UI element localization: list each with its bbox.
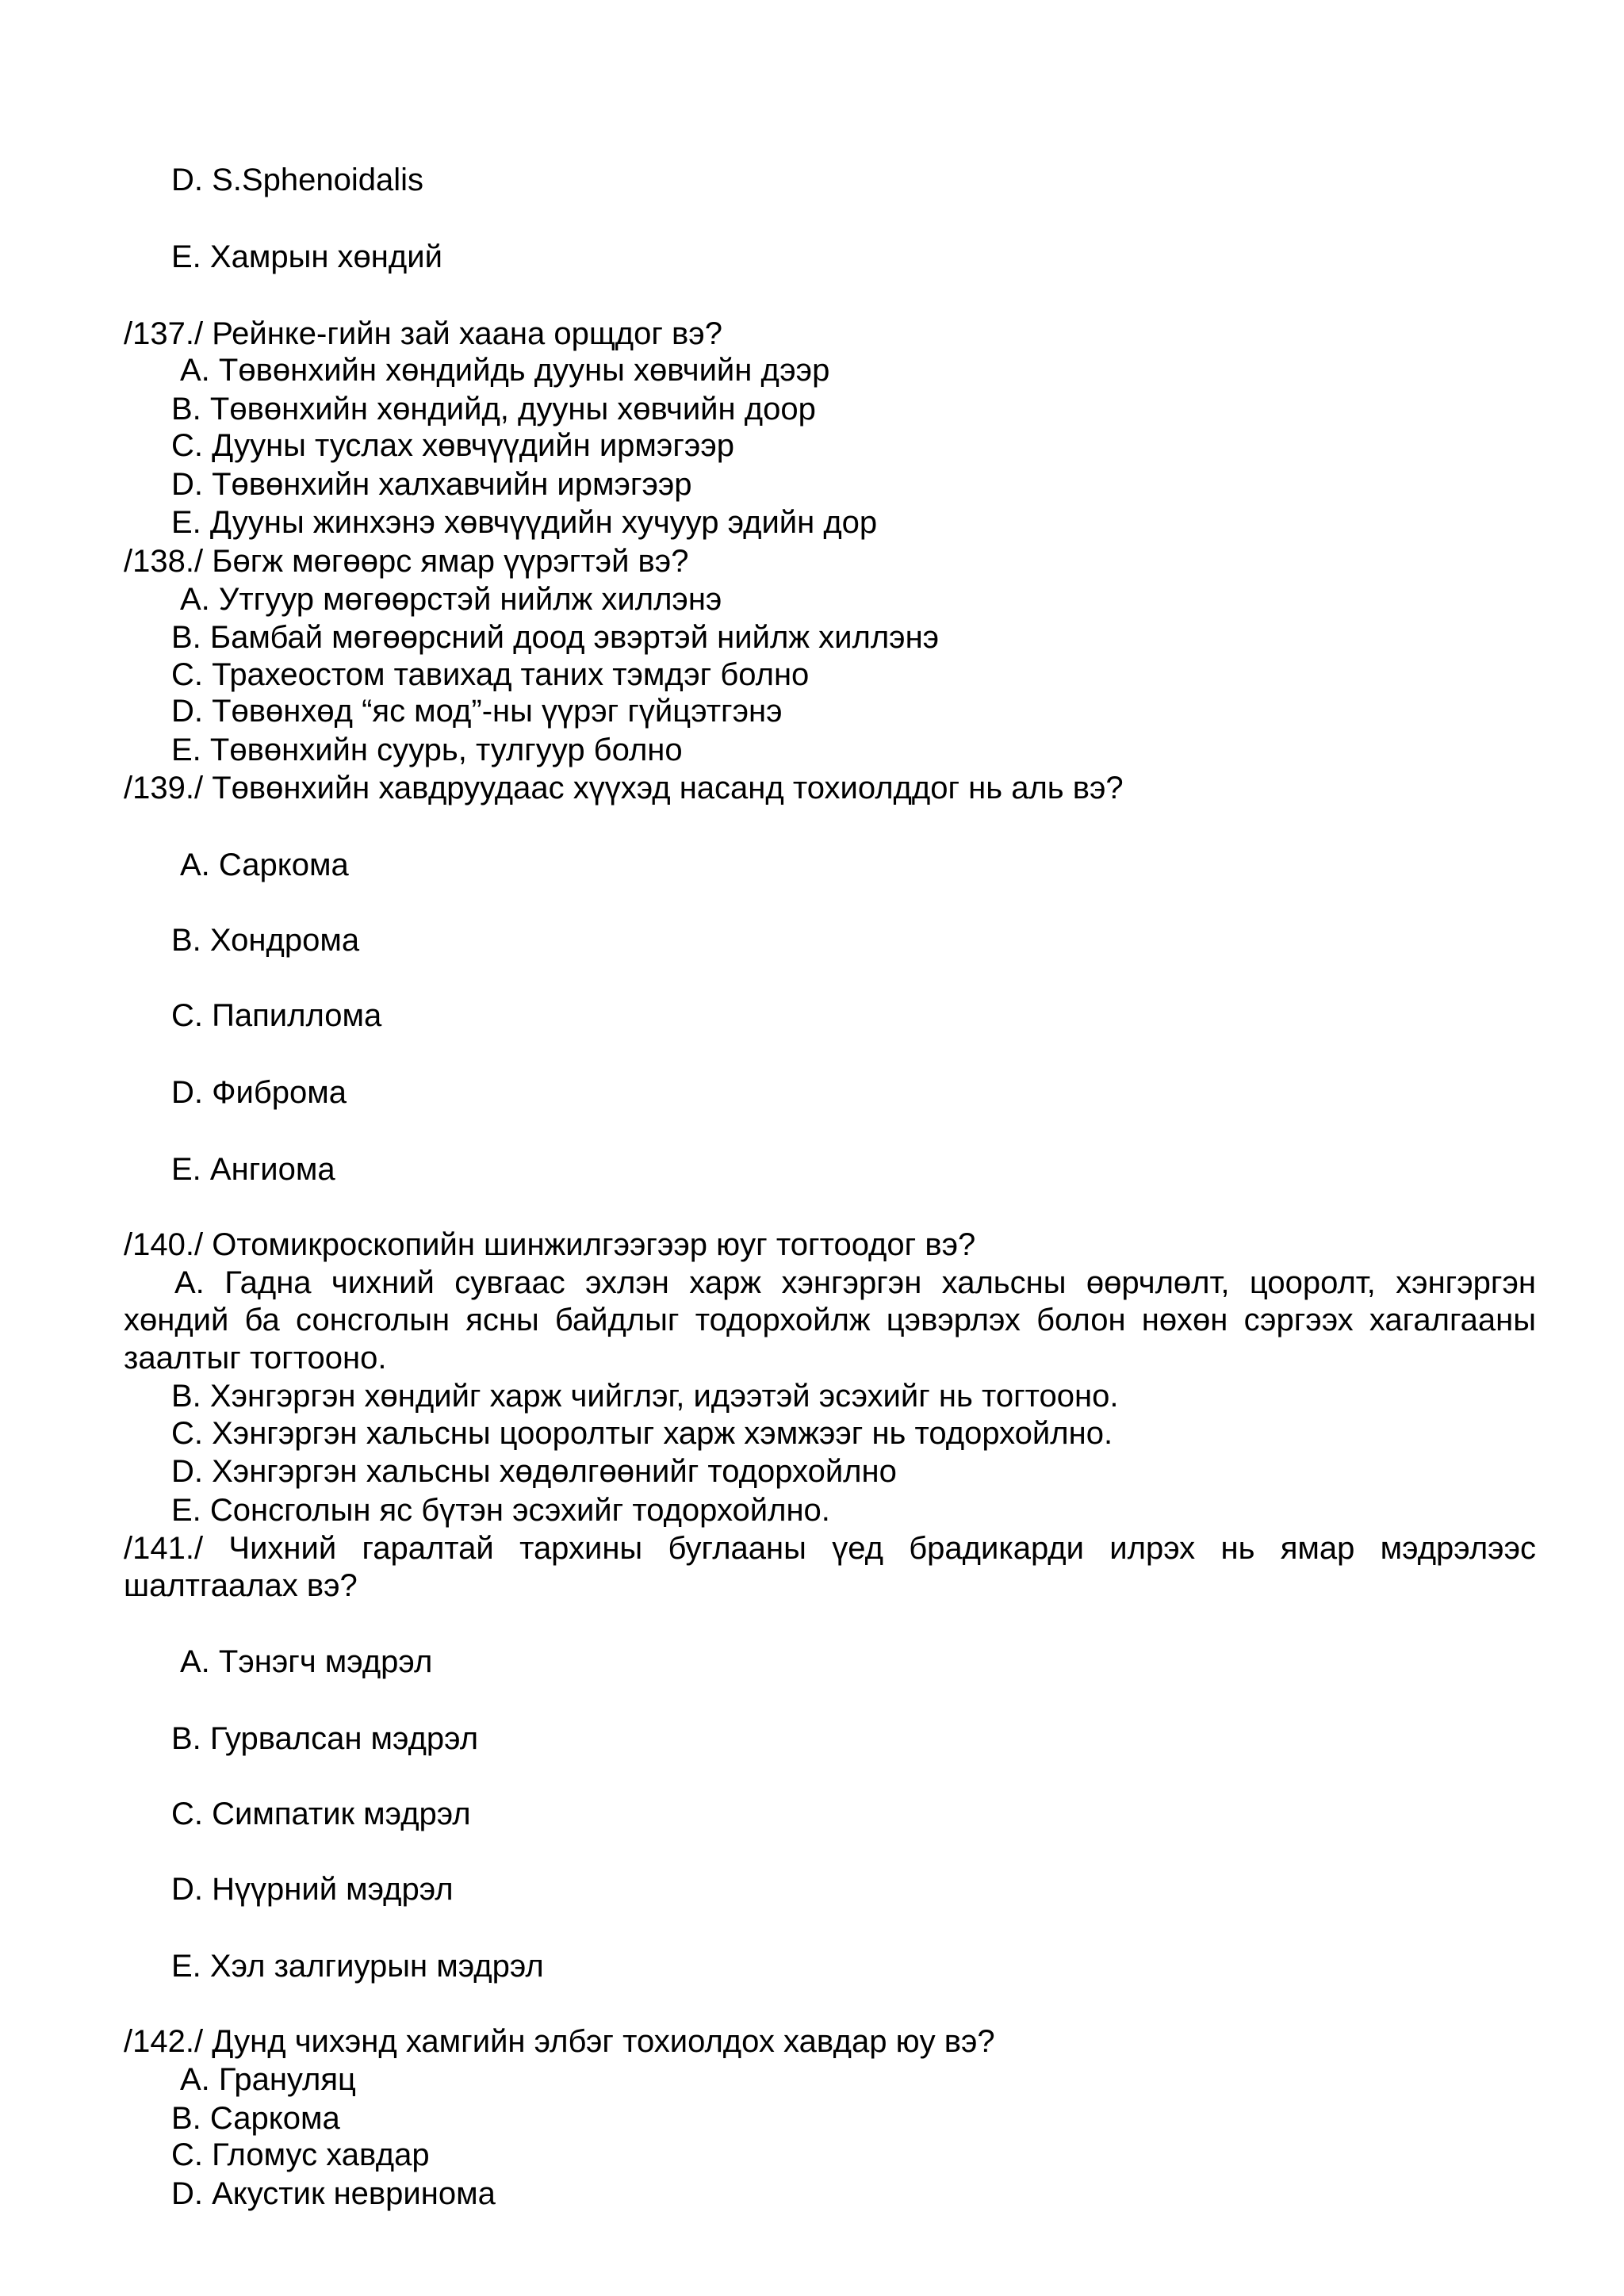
option-text: заалтыг тогтооно. [124,1341,387,1376]
option-b [171,921,359,959]
option-d [171,2175,496,2213]
option-text: Ангиома [209,1152,335,1187]
option-letter: B. [171,923,201,958]
option-text: Төвөнхийн халхавчийн ирмэгээр [212,467,692,502]
option-a-continuation [124,1301,1536,1339]
option-b [171,2099,340,2137]
option-text: Хондрома [209,923,360,958]
option-text: Тэнэгч мэдрэл [218,1644,433,1679]
question-prompt [124,769,1124,807]
question-prompt [124,1529,1536,1567]
option-letter: D. [171,1872,203,1907]
option-b [171,1377,1119,1415]
option-b [171,390,816,428]
option-letter: C. [171,2137,203,2172]
option-letter: D. [171,2176,203,2211]
option-d [171,1870,454,1908]
option-letter: A. [174,1265,205,1300]
option-c [171,2136,430,2174]
option-letter: C. [171,428,203,463]
option-text: Симпатик мэдрэл [212,1797,471,1831]
option-letter: C. [171,657,203,692]
option-letter: B. [171,620,201,655]
option-c [171,1795,471,1833]
option-text: Саркома [218,848,349,882]
option-letter: C. [171,1416,203,1451]
option-letter: C. [171,1797,203,1831]
option-d [171,1073,347,1112]
option-letter: E. [171,505,201,540]
option-text: Акустик невринома [212,2176,496,2211]
option-text: Хэнгэргэн хальсны хөдөлгөөнийг тодорхойлно [212,1454,897,1489]
option-e [171,1947,544,1985]
option-text: Гадна чихний сувгаас эхлэн харж хэнгэргэн хальсны өөрчлөлт, цооролт, хэнгэргэн [224,1265,1536,1300]
option-letter: A. [180,582,210,617]
option-b [171,618,939,656]
question-text: Бөгж мөгөөрс ямар үүрэгтэй вэ? [212,544,689,579]
option-c [171,1414,1113,1452]
option-e [171,503,877,541]
option-a [180,351,829,389]
option-text: Төвөнхийн хөндийд, дууны хөвчийн доор [209,392,816,427]
question-number: /142./ [124,2024,204,2059]
option-d [171,692,783,730]
option-letter: E. [171,1493,201,1528]
option-text: Бамбай мөгөөрсний доод эвэртэй нийлж хиллэнэ [209,620,940,655]
option-text: Папиллома [212,998,382,1033]
option-e [171,731,683,769]
option-a [180,580,722,618]
option-letter: E. [171,239,201,274]
option-text: хөндий ба сонсголын ясны байдлыг тодорхойлж цэвэрлэх болон нөхөн сэргээх хагалгааны [124,1303,1536,1337]
question-text: Рейнке-гийн зай хаана орщдог вэ? [212,316,722,351]
option-d [171,1452,897,1490]
question-number: /137./ [124,316,204,351]
option-text: Саркома [209,2101,340,2136]
question-text: Чихний гаралтай тархины буглааны үед брадикарди илрэх нь ямар мэдрэлээс [228,1531,1536,1566]
option-letter: D. [171,1454,203,1489]
question-text: Отомикроскопийн шинжилгээгээр юуг тогтоодог вэ? [212,1227,976,1262]
option-text: Гломус хавдар [212,2137,430,2172]
option-text: Хэнгэргэн хөндийг харж чийглэг, идээтэй эсэхийг нь тогтооно. [209,1379,1119,1414]
option-text: Нүүрний мэдрэл [212,1872,454,1907]
option-letter: B. [171,2101,201,2136]
option-a [174,1264,1536,1302]
question-text: Дунд чихэнд хамгийн элбэг тохиолдох хавдар юу вэ? [212,2024,995,2059]
option-letter: A. [180,1644,210,1679]
option-a [180,2061,356,2099]
option-letter: D. [171,467,203,502]
option-text: Утгуур мөгөөрстэй нийлж хиллэнэ [218,582,722,617]
option-letter: E. [171,1949,201,1984]
option-e [171,238,442,276]
option-b [171,1720,478,1758]
question-text: Төвөнхийн хавдруудаас хүүхэд насанд тохиолддог нь аль вэ? [212,771,1124,806]
option-text: Төвөнхөд “яс мод”-ны үүрэг гүйцэтгэнэ [212,694,783,729]
option-text: Хэнгэргэн хальсны цооролтыг харж хэмжээг нь тодорхойлно. [212,1416,1113,1451]
question-number: /138./ [124,544,204,579]
option-text: Фиброма [212,1075,347,1110]
option-letter: A. [180,2062,210,2097]
option-c [171,656,809,694]
option-text: Дууны туслах хөвчүүдийн ирмэгээр [212,428,734,463]
option-text: Сонсголын яс бүтэн эсэхийг тодорхойлно. [209,1493,830,1528]
question-number: /139./ [124,771,204,806]
option-text: Дууны жинхэнэ хөвчүүдийн хучуур эдийн дор [209,505,878,540]
option-text: Хэл залгиурын мэдрэл [209,1949,544,1984]
option-text: S.Sphenoidalis [212,163,423,197]
option-a [180,1643,432,1681]
option-letter: B. [171,1721,201,1756]
option-letter: D. [171,163,203,197]
option-text: Хамрын хөндий [209,239,442,274]
option-letter: B. [171,1379,201,1414]
option-letter: B. [171,392,201,427]
option-letter: D. [171,694,203,729]
question-number: /141./ [124,1531,204,1566]
option-c [171,427,734,465]
option-letter: E. [171,733,201,767]
option-letter: A. [180,848,210,882]
option-d [171,465,692,503]
question-prompt [124,315,722,353]
option-text: Гурвалсан мэдрэл [209,1721,479,1756]
question-prompt [124,1226,975,1264]
option-c [171,997,381,1035]
option-letter: A. [180,353,210,388]
question-text: шалтгаалах вэ? [124,1568,358,1603]
option-a-continuation [124,1339,386,1377]
option-text: Төвөнхийн суурь, тулгуур болно [209,733,683,767]
question-prompt [124,542,688,580]
option-text: Төвөнхийн хөндийдь дууны хөвчийн дээр [218,353,830,388]
question-prompt [124,2022,995,2061]
option-text: Трахеостом тавихад таних тэмдэг болно [212,657,810,692]
question-prompt-continuation [124,1567,358,1605]
question-number: /140./ [124,1227,204,1262]
option-e [171,1150,335,1188]
option-a [180,846,349,884]
option-e [171,1491,830,1529]
option-text: Грануляц [218,2062,356,2097]
option-letter: E. [171,1152,201,1187]
option-d [171,161,423,199]
option-letter: D. [171,1075,203,1110]
option-letter: C. [171,998,203,1033]
